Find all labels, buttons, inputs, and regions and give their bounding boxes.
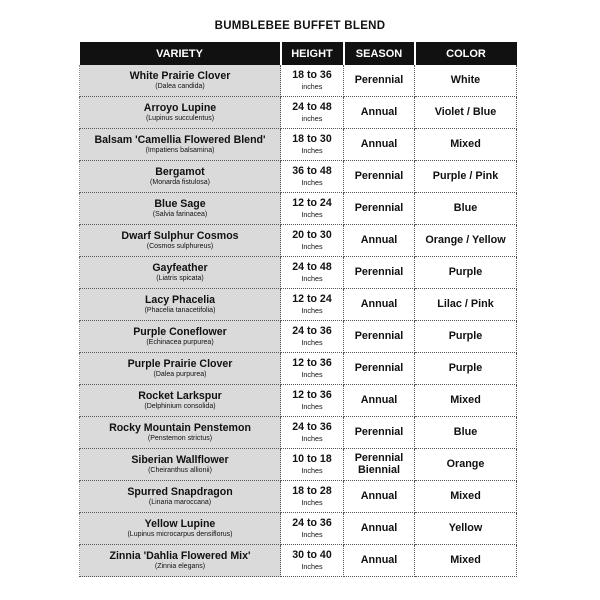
season-value: Annual — [360, 553, 398, 566]
season-value: Perennial — [354, 73, 404, 86]
season-cell — [344, 417, 415, 449]
season-value: Perennial — [354, 169, 404, 182]
season-cell — [344, 513, 415, 545]
table-row — [80, 417, 517, 449]
variety-cell — [80, 385, 281, 417]
height-unit: Inches — [301, 369, 323, 379]
latin-name: (Monarda fistulosa) — [150, 178, 210, 186]
season-cell — [344, 353, 415, 385]
season-value: Annual — [360, 521, 398, 534]
height-unit: Inches — [301, 561, 323, 571]
height-range: 24 to 36 — [292, 421, 332, 434]
latin-name: (Lupinus microcarpus densiflorus) — [127, 530, 233, 538]
latin-name: (Impatiens balsamina) — [145, 146, 215, 154]
variety-name: Purple Coneflower — [133, 325, 227, 338]
height-range: 24 to 48 — [292, 101, 332, 114]
season-cell — [344, 289, 415, 321]
season-value: Perennial — [354, 265, 404, 278]
header-height: HEIGHT — [281, 42, 344, 65]
height-range: 12 to 24 — [292, 293, 332, 306]
table-row — [80, 385, 517, 417]
variety-cell — [80, 321, 281, 353]
height-range: 18 to 28 — [292, 485, 332, 498]
header-season: SEASON — [344, 42, 415, 65]
table-row — [80, 193, 517, 225]
variety-cell — [80, 353, 281, 385]
season-value: Perennial — [354, 425, 404, 438]
height-unit: Inches — [301, 145, 323, 155]
seed-blend-table — [79, 42, 517, 577]
height-cell — [281, 161, 344, 193]
height-unit: Inches — [301, 241, 323, 251]
height-range: 12 to 36 — [292, 389, 332, 402]
height-cell — [281, 257, 344, 289]
color-cell: Mixed — [415, 385, 517, 417]
height-cell — [281, 289, 344, 321]
height-range: 10 to 18 — [292, 453, 332, 466]
table-row — [80, 225, 517, 257]
latin-name: (Delphinium consolida) — [144, 402, 216, 410]
variety-name: White Prairie Clover — [129, 69, 231, 82]
height-unit: Inches — [301, 465, 323, 475]
latin-name: (Lupinus succulentus) — [145, 114, 215, 122]
variety-name: Blue Sage — [154, 197, 206, 210]
color-cell: Orange / Yellow — [415, 225, 517, 257]
variety-name: Siberian Wallflower — [131, 453, 229, 466]
variety-name: Dwarf Sulphur Cosmos — [121, 229, 239, 242]
season-value: Annual — [360, 105, 398, 118]
season-cell — [344, 65, 415, 97]
latin-name: (Phacelia tanacetifolia) — [144, 306, 216, 314]
height-unit: inches — [301, 113, 323, 123]
season-value: Annual — [360, 233, 398, 246]
table-row — [80, 129, 517, 161]
variety-cell — [80, 545, 281, 577]
color-cell: Yellow — [415, 513, 517, 545]
color-cell: Mixed — [415, 129, 517, 161]
height-unit: inches — [301, 81, 323, 91]
season-cell — [344, 129, 415, 161]
color-cell: White — [415, 65, 517, 97]
table-row — [80, 545, 517, 577]
table-row — [80, 65, 517, 97]
season-value: Perennial — [354, 361, 404, 374]
header-color: COLOR — [415, 42, 517, 65]
height-unit: Inches — [301, 401, 323, 411]
table-header-row — [80, 42, 517, 65]
variety-name: Yellow Lupine — [144, 517, 216, 530]
season-cell — [344, 449, 415, 481]
variety-name: Balsam 'Camellia Flowered Blend' — [94, 133, 266, 146]
variety-cell — [80, 97, 281, 129]
season-value: Perennial — [354, 451, 404, 464]
table-row — [80, 97, 517, 129]
height-unit: Inches — [301, 273, 323, 283]
height-range: 24 to 36 — [292, 325, 332, 338]
height-unit: Inches — [301, 209, 323, 219]
height-range: 24 to 48 — [292, 261, 332, 274]
table-row — [80, 481, 517, 513]
height-cell — [281, 385, 344, 417]
table-body — [80, 65, 517, 577]
season-value: Annual — [360, 137, 398, 150]
variety-name: Bergamot — [155, 165, 205, 178]
season-value: Perennial — [354, 329, 404, 342]
season-cell — [344, 193, 415, 225]
color-cell: Mixed — [415, 481, 517, 513]
height-range: 24 to 36 — [292, 517, 332, 530]
height-cell — [281, 481, 344, 513]
height-unit: Inches — [301, 337, 323, 347]
color-cell: Lilac / Pink — [415, 289, 517, 321]
variety-cell — [80, 129, 281, 161]
season-cell — [344, 161, 415, 193]
season-cell — [344, 481, 415, 513]
table-row — [80, 321, 517, 353]
table-row — [80, 289, 517, 321]
season-cell — [344, 321, 415, 353]
color-cell: Purple — [415, 321, 517, 353]
variety-cell — [80, 289, 281, 321]
variety-name: Lacy Phacelia — [144, 293, 216, 306]
variety-cell — [80, 513, 281, 545]
latin-name: (Linaria maroccana) — [148, 498, 212, 506]
height-range: 20 to 30 — [292, 229, 332, 242]
season-cell — [344, 225, 415, 257]
height-range: 30 to 40 — [292, 549, 332, 562]
variety-cell — [80, 193, 281, 225]
variety-cell — [80, 481, 281, 513]
height-cell — [281, 225, 344, 257]
variety-name: Gayfeather — [152, 261, 208, 274]
height-unit: Inches — [301, 305, 323, 315]
height-cell — [281, 97, 344, 129]
season-value: Perennial — [354, 201, 404, 214]
color-cell: Purple / Pink — [415, 161, 517, 193]
latin-name: (Cheiranthus allionii) — [148, 466, 212, 474]
height-range: 12 to 24 — [292, 197, 332, 210]
season-value: Annual — [360, 489, 398, 502]
height-cell — [281, 129, 344, 161]
season-value: Annual — [360, 393, 398, 406]
height-cell — [281, 321, 344, 353]
latin-name: (Dalea purpurea) — [153, 370, 207, 378]
latin-name: (Cosmos sulphureus) — [146, 242, 214, 250]
variety-cell — [80, 161, 281, 193]
variety-name: Rocky Mountain Penstemon — [109, 421, 251, 434]
header-variety: VARIETY — [80, 42, 281, 65]
height-cell — [281, 513, 344, 545]
height-unit: Inches — [301, 529, 323, 539]
height-unit: Inches — [301, 433, 323, 443]
season-cell — [344, 97, 415, 129]
color-cell: Mixed — [415, 545, 517, 577]
height-range: 18 to 30 — [292, 133, 332, 146]
variety-cell — [80, 449, 281, 481]
table-row — [80, 513, 517, 545]
color-cell: Blue — [415, 193, 517, 225]
latin-name: (Dalea candida) — [155, 82, 205, 90]
height-cell — [281, 545, 344, 577]
latin-name: (Zinnia elegans) — [154, 562, 206, 570]
variety-cell — [80, 65, 281, 97]
color-cell: Orange — [415, 449, 517, 481]
height-cell — [281, 193, 344, 225]
color-cell: Purple — [415, 353, 517, 385]
height-cell — [281, 65, 344, 97]
page-title: BUMBLEBEE BUFFET BLEND — [214, 20, 386, 32]
height-cell — [281, 353, 344, 385]
height-cell — [281, 417, 344, 449]
table-row — [80, 449, 517, 481]
season-value: Annual — [360, 297, 398, 310]
color-cell: Purple — [415, 257, 517, 289]
height-cell — [281, 449, 344, 481]
variety-cell — [80, 225, 281, 257]
table-row — [80, 353, 517, 385]
variety-name: Purple Prairie Clover — [127, 357, 233, 370]
color-cell: Blue — [415, 417, 517, 449]
height-unit: Inches — [301, 497, 323, 507]
season-cell — [344, 385, 415, 417]
latin-name: (Echinacea purpurea) — [146, 338, 214, 346]
height-range: 36 to 48 — [292, 165, 332, 178]
variety-cell — [80, 257, 281, 289]
season-cell — [344, 257, 415, 289]
variety-cell — [80, 417, 281, 449]
table-row — [80, 257, 517, 289]
variety-name: Zinnia 'Dahlia Flowered Mix' — [109, 549, 251, 562]
table-row — [80, 161, 517, 193]
latin-name: (Liatris spicata) — [156, 274, 204, 282]
latin-name: (Penstemon strictus) — [147, 434, 213, 442]
season-cell — [344, 545, 415, 577]
height-range: 18 to 36 — [292, 69, 332, 82]
season-value-2: Biennial — [358, 463, 400, 476]
variety-name: Rocket Larkspur — [138, 389, 222, 402]
variety-name: Arroyo Lupine — [143, 101, 217, 114]
height-range: 12 to 36 — [292, 357, 332, 370]
color-cell: Violet / Blue — [415, 97, 517, 129]
latin-name: (Salvia farinacea) — [152, 210, 208, 218]
variety-name: Spurred Snapdragon — [127, 485, 233, 498]
height-unit: Inches — [301, 177, 323, 187]
